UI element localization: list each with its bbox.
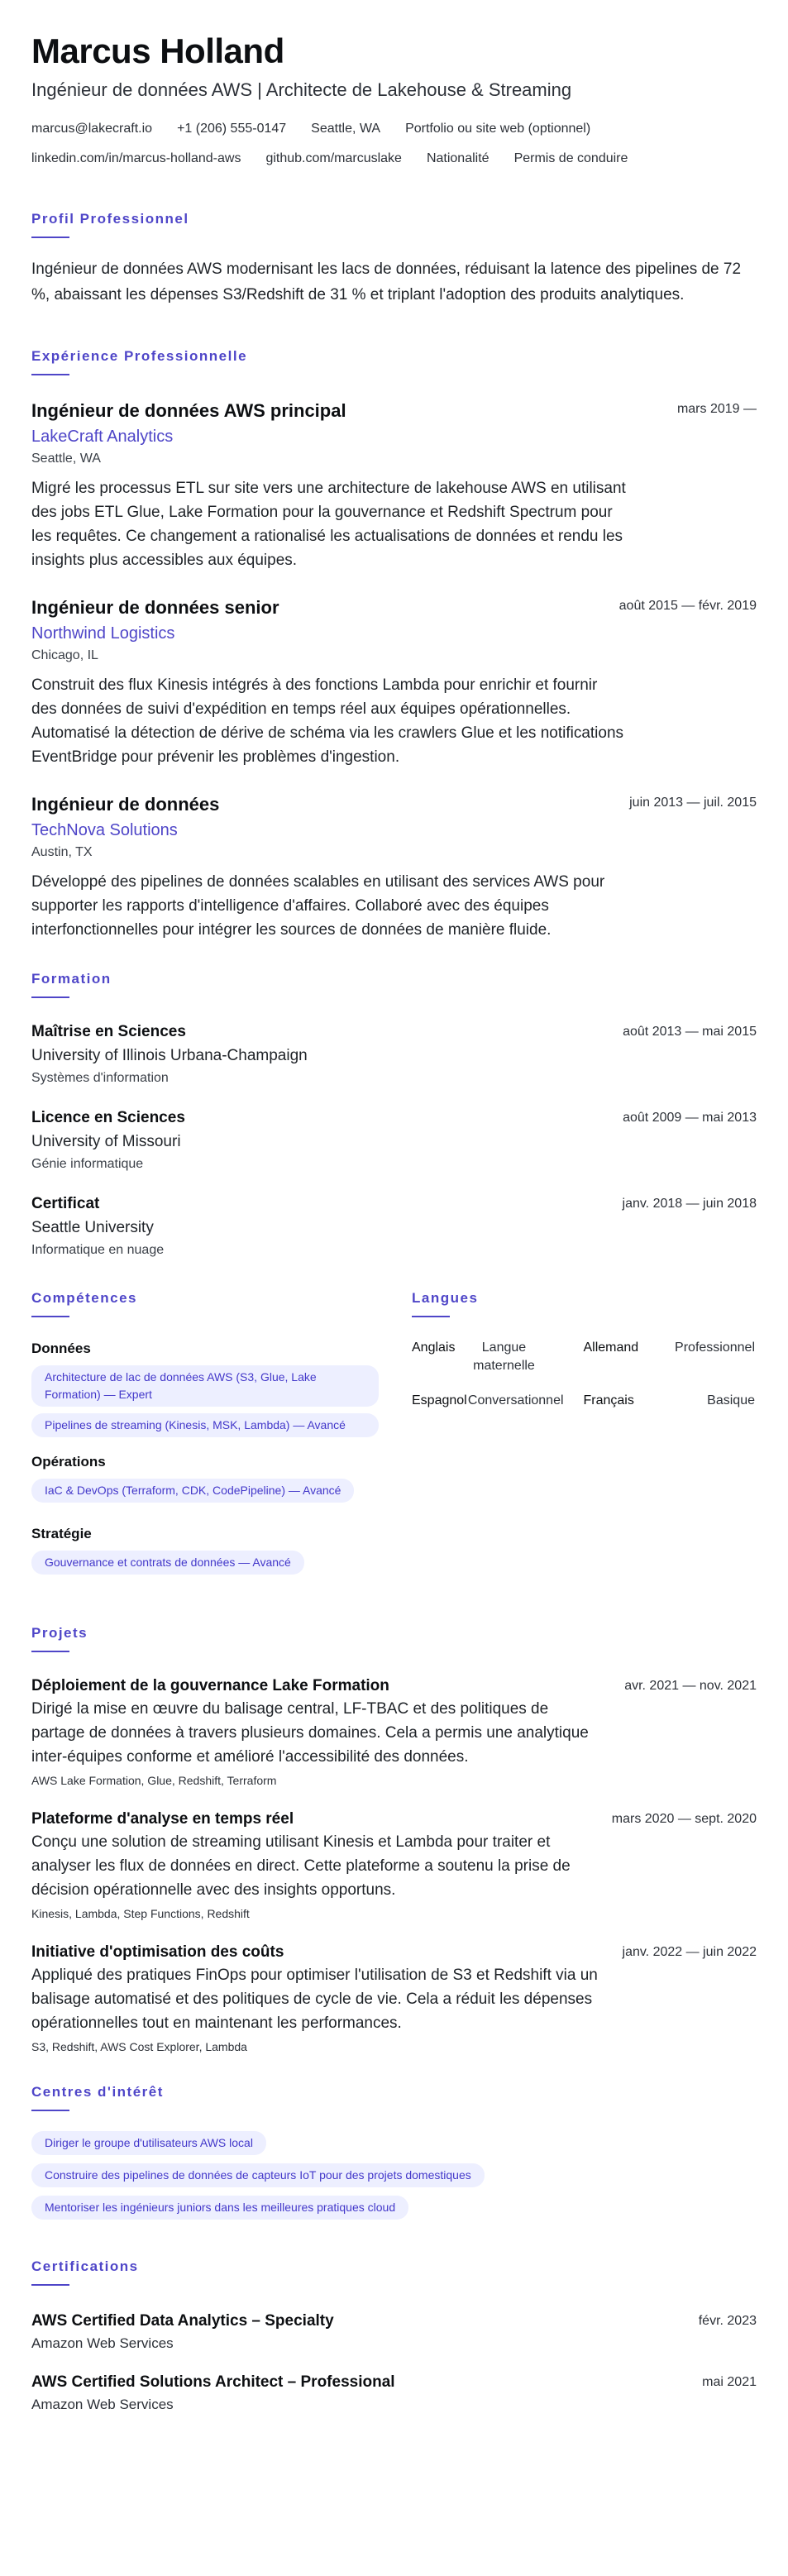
skill-chip: IaC & DevOps (Terraform, CDK, CodePipeline) — Avancé (31, 1479, 354, 1503)
job-dates: mars 2019 — (676, 402, 757, 416)
skill-category: Opérations (31, 1454, 106, 1470)
candidate-headline: Ingénieur de données AWS | Architecte de Lakehouse & Streaming (31, 79, 572, 100)
project-title: Plateforme d'analyse en temps réel (31, 1810, 294, 1828)
contact-website[interactable]: Portfolio ou site web (optionnel) (405, 122, 591, 136)
skill-chip: Architecture de lac de données AWS (S3, Glue, Lake Formation) — Expert (31, 1365, 379, 1407)
education-section (31, 970, 757, 1259)
skill-category: Données (31, 1341, 91, 1356)
contact-location: Seattle, WA (311, 122, 381, 136)
job-title: Ingénieur de données AWS principal (31, 400, 346, 421)
language-row (412, 1392, 755, 1410)
language-level: Professionnel (675, 1341, 755, 1355)
language-level: Basique (707, 1393, 755, 1407)
skills-languages-row (31, 1289, 757, 1596)
job-location: Austin, TX (31, 845, 93, 859)
section-title: Expérience Professionnelle (31, 348, 248, 364)
experience-section (31, 347, 757, 942)
project-dates: mars 2020 — sept. 2020 (611, 1812, 757, 1826)
job-entry (31, 399, 757, 572)
job-title: Ingénieur de données senior (31, 597, 279, 618)
interest-chip: Diriger le groupe d'utilisateurs AWS local (31, 2131, 266, 2155)
project-dates: avr. 2021 — nov. 2021 (624, 1679, 757, 1693)
project-description: Appliqué des pratiques FinOps pour optimiser l'utilisation de S3 et Redshift via un balisage automatisé et des politiques de cycle de vie. Cela a réduit les dépenses opérationnelles tout en maintenant les performances. (31, 1967, 598, 2032)
section-divider (31, 1651, 69, 1652)
projects-section (31, 1624, 757, 2055)
project-title: Initiative d'optimisation des coûts (31, 1943, 284, 1961)
project-entry (31, 1809, 757, 1922)
education-dates: août 2013 — mai 2015 (623, 1025, 757, 1039)
language-item (584, 1339, 756, 1375)
project-tech: AWS Lake Formation, Glue, Redshift, Terraform (31, 1774, 277, 1787)
skill-chip: Gouvernance et contrats de données — Avancé (31, 1551, 304, 1575)
section-divider (412, 1316, 450, 1317)
contact-linkedin[interactable]: linkedin.com/in/marcus-holland-aws (31, 151, 241, 165)
education-degree: Licence en Sciences (31, 1109, 185, 1126)
section-title: Projets (31, 1625, 88, 1641)
project-title: Déploiement de la gouvernance Lake Formation (31, 1677, 389, 1694)
language-item (412, 1392, 584, 1410)
education-field: Génie informatique (31, 1157, 144, 1171)
contact-list (31, 119, 743, 179)
section-divider (31, 2110, 69, 2111)
education-school: University of Illinois Urbana-Champaign (31, 1047, 308, 1064)
certification-name: AWS Certified Data Analytics – Specialty (31, 2312, 334, 2330)
job-company: Northwind Logistics (31, 624, 175, 643)
language-level: Conversationnel (467, 1393, 564, 1407)
education-entry (31, 1021, 757, 1087)
contact-driving-license: Permis de conduire (513, 151, 628, 165)
section-divider (31, 996, 69, 998)
section-title: Certifications (31, 2258, 139, 2274)
language-item (584, 1392, 756, 1410)
project-description: Conçu une solution de streaming utilisant Kinesis et Lambda pour traiter et analyser les flux de données en direct. Cette plateforme a soutenu la prise de décision opérationnelle avec des insights opportuns. (31, 1833, 571, 1899)
skill-group (31, 1339, 379, 1437)
language-name: Anglais (412, 1341, 456, 1355)
project-tech: S3, Redshift, AWS Cost Explorer, Lambda (31, 2040, 247, 2053)
interest-chip: Mentoriser les ingénieurs juniors dans les meilleures pratiques cloud (31, 2196, 408, 2220)
job-description: Migré les processus ETL sur site vers une architecture de lakehouse AWS en utilisant des jobs ETL Glue, Lake Formation pour la gouvernance et Redshift Spectrum pour les requêtes. Ce changement a rationalisé les actualisations de données et rendu les insights plus accessibles aux équipes. (31, 480, 626, 569)
job-description: Construit des flux Kinesis intégrés à des fonctions Lambda pour enrichir et fournir des données de suivi d'expédition en temps réel aux équipes opérationnelles. Automatisé la détection de dérive de schéma via les crawlers Glue et les notifications EventBridge pour prévenir les problèmes d'ingestion. (31, 676, 624, 766)
certification-name: AWS Certified Solutions Architect – Professional (31, 2373, 395, 2391)
contact-nationality: Nationalité (426, 151, 490, 165)
job-description: Développé des pipelines de données scalables en utilisant des services AWS pour supporter les rapports d'intelligence d'affaires. Collaboré avec des équipes interfonctionnelles pour intégrer les sources de données de manière fluide. (31, 873, 605, 939)
certification-issuer: Amazon Web Services (31, 2335, 174, 2351)
project-entry (31, 1942, 757, 2055)
project-entry (31, 1675, 757, 1789)
language-row (412, 1339, 755, 1375)
candidate-name: Marcus Holland (31, 31, 284, 70)
language-level: Langue maternelle (473, 1341, 535, 1373)
section-divider (31, 1316, 69, 1317)
language-item (412, 1339, 584, 1375)
education-dates: janv. 2018 — juin 2018 (622, 1197, 757, 1211)
education-school: University of Missouri (31, 1133, 181, 1150)
job-location: Chicago, IL (31, 648, 98, 662)
project-dates: janv. 2022 — juin 2022 (622, 1945, 757, 1959)
interests-section (31, 2083, 757, 2220)
language-name: Espagnol (412, 1393, 467, 1407)
language-name: Allemand (583, 1341, 639, 1355)
job-dates: août 2015 — févr. 2019 (618, 599, 757, 613)
languages-section (412, 1289, 755, 1596)
project-tech: Kinesis, Lambda, Step Functions, Redshift (31, 1907, 250, 1920)
skill-group (31, 1524, 379, 1581)
language-name: Français (583, 1393, 634, 1407)
section-title: Compétences (31, 1290, 137, 1306)
certification-entry (31, 2372, 757, 2415)
profile-summary: Ingénieur de données AWS modernisant les lacs de données, réduisant la latence des pipelines de 72 %, abaissant les dépenses S3/Redshift de 31 % et triplant l'adoption des produits analytiques. (31, 260, 742, 303)
job-title: Ingénieur de données (31, 794, 220, 815)
interest-chip: Construire des pipelines de données de capteurs IoT pour des projets domestiques (31, 2163, 485, 2187)
job-dates: juin 2013 — juil. 2015 (629, 796, 757, 810)
section-divider (31, 2284, 69, 2286)
skills-section (31, 1289, 379, 1596)
section-title: Profil Professionnel (31, 211, 189, 227)
section-title: Centres d'intérêt (31, 2084, 164, 2100)
certifications-section (31, 2258, 757, 2415)
contact-phone[interactable]: +1 (206) 555-0147 (177, 122, 287, 136)
job-company: TechNova Solutions (31, 821, 178, 839)
job-entry (31, 595, 757, 769)
job-location: Seattle, WA (31, 452, 101, 466)
education-degree: Maîtrise en Sciences (31, 1023, 186, 1040)
skill-group (31, 1452, 379, 1509)
contact-github[interactable]: github.com/marcuslake (265, 151, 402, 165)
education-school: Seattle University (31, 1219, 154, 1236)
education-entry (31, 1193, 757, 1259)
education-dates: août 2009 — mai 2013 (623, 1111, 757, 1125)
section-divider (31, 237, 69, 238)
skill-chip: Pipelines de streaming (Kinesis, MSK, Lambda) — Avancé (31, 1413, 379, 1437)
profile-section (31, 210, 757, 308)
job-company: LakeCraft Analytics (31, 428, 174, 446)
certification-entry (31, 2311, 757, 2354)
education-entry (31, 1107, 757, 1173)
project-description: Dirigé la mise en œuvre du balisage central, LF-TBAC et des politiques de partage de données à travers plusieurs domaines. Cela a permis une analytique inter-équipes conforme et amélioré l'accessibilité des données. (31, 1700, 589, 1766)
certification-issuer: Amazon Web Services (31, 2397, 174, 2412)
resume-header (31, 30, 757, 179)
certification-date: févr. 2023 (698, 2314, 757, 2328)
contact-email[interactable]: marcus@lakecraft.io (31, 122, 153, 136)
section-title: Formation (31, 971, 112, 987)
education-field: Systèmes d'information (31, 1071, 169, 1085)
section-divider (31, 374, 69, 375)
section-title: Langues (412, 1290, 479, 1306)
certification-date: mai 2021 (702, 2375, 757, 2389)
skill-category: Stratégie (31, 1526, 92, 1541)
education-degree: Certificat (31, 1195, 100, 1212)
job-entry (31, 792, 757, 942)
education-field: Informatique en nuage (31, 1243, 165, 1257)
